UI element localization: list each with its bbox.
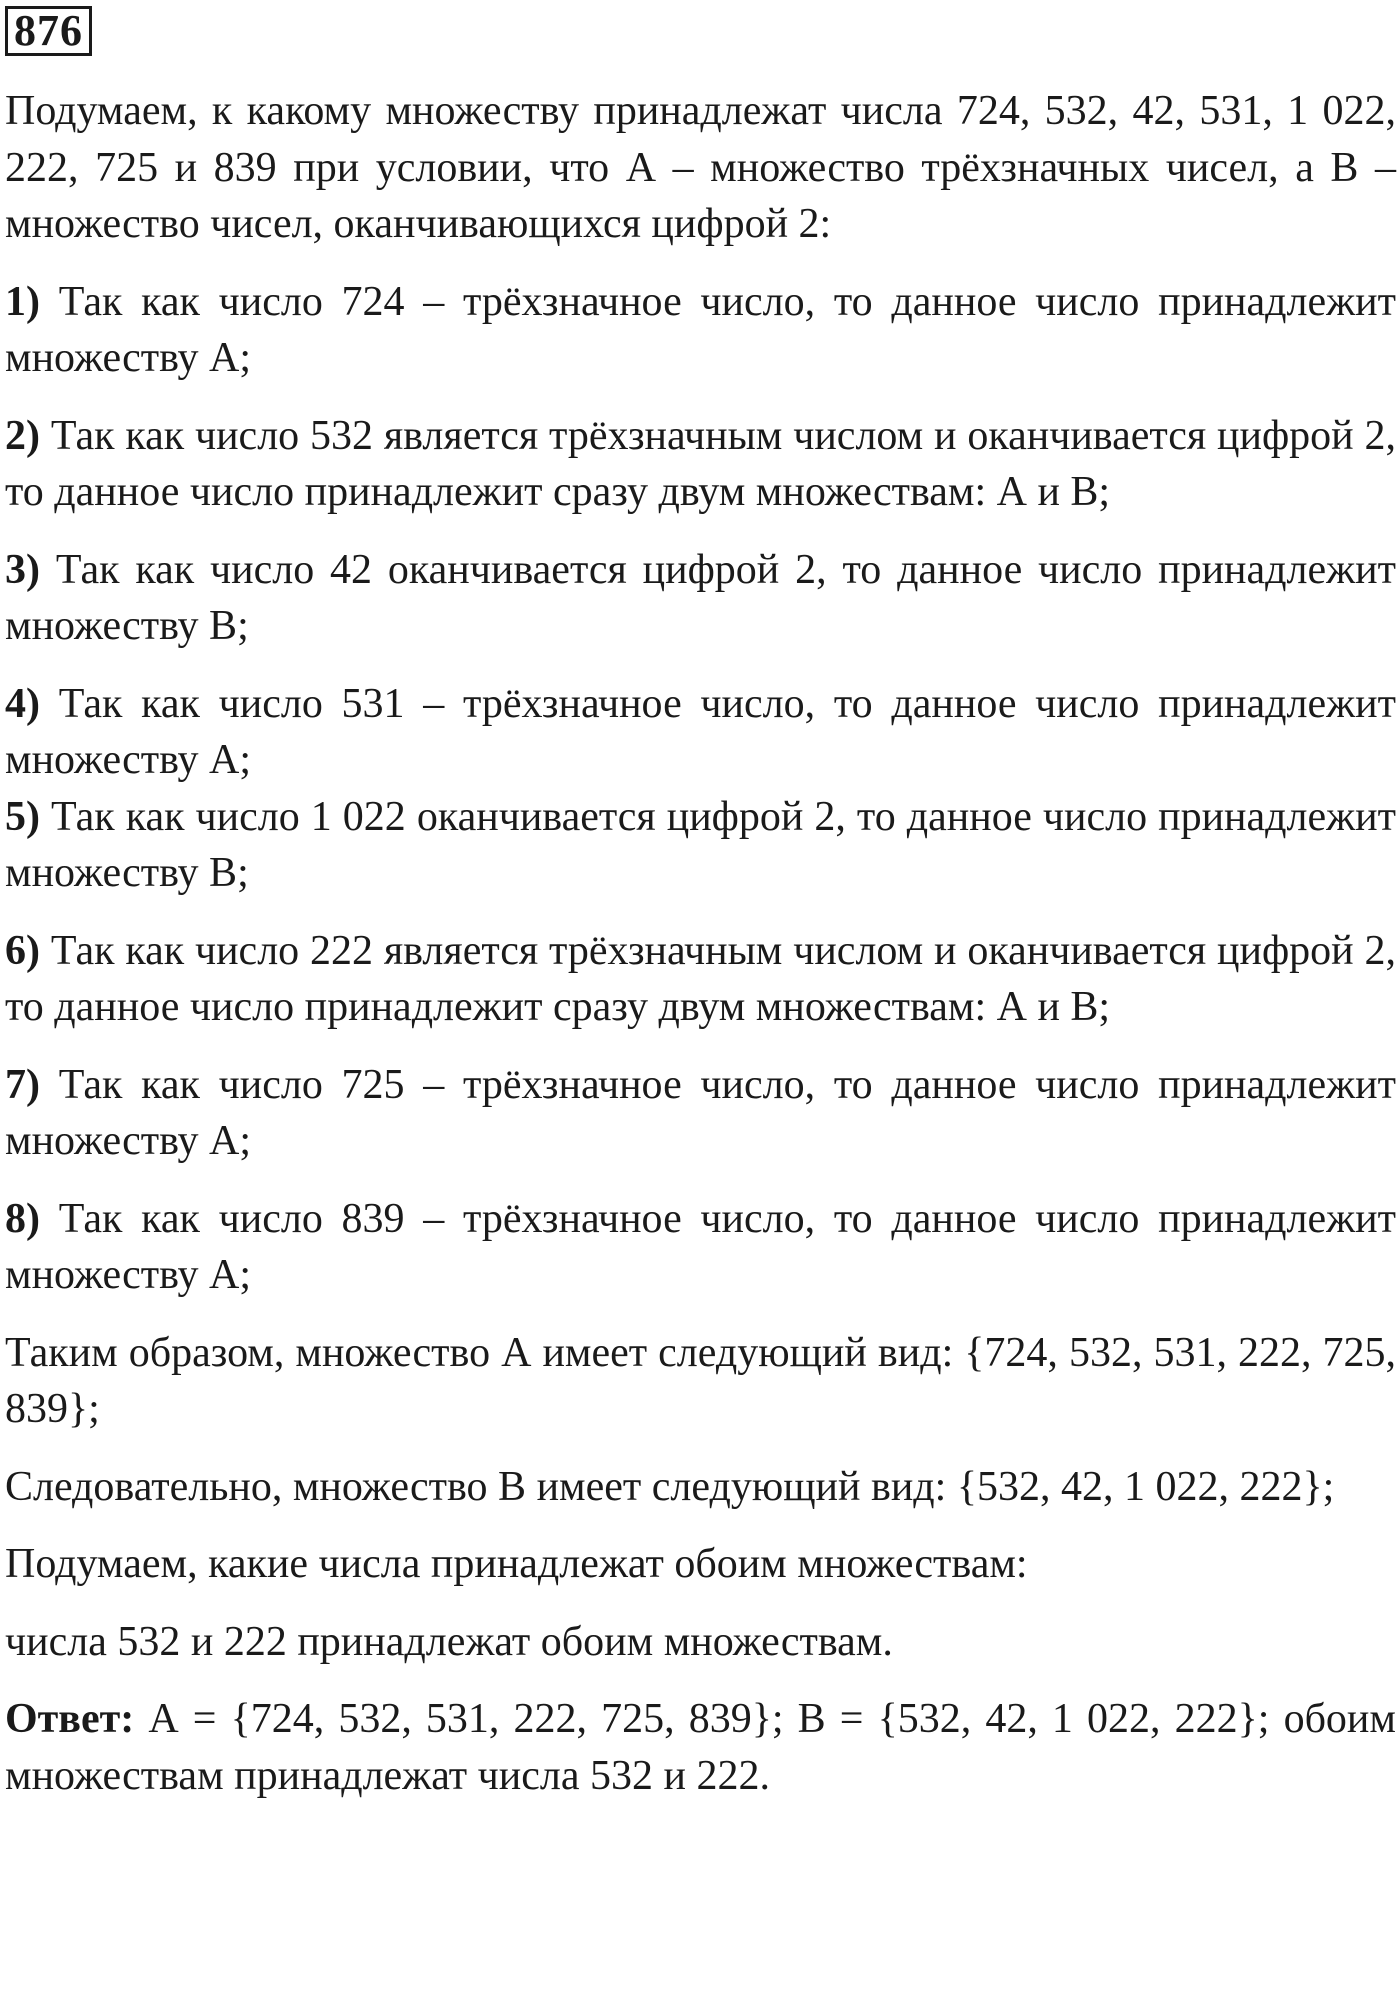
solution-text [5, 83, 1396, 1804]
step-text: Так как число 725 – трёхзначное число, то данное число принадлежит множеству А; [5, 1061, 1396, 1164]
step-6 [5, 923, 1396, 1036]
set-b-paragraph: Следовательно, множество В имеет следующий вид: {532, 42, 1 022, 222}; [5, 1463, 1335, 1510]
step-number: 3) [5, 546, 40, 593]
answer-text: А = {724, 532, 531, 222, 725, 839}; В = {532, 42, 1 022, 222}; обоим множествам принадлежат числа 532 и 222. [5, 1696, 1396, 1799]
step-number: 4) [5, 680, 40, 727]
step-3 [5, 542, 1396, 655]
step-text: Так как число 839 – трёхзначное число, то данное число принадлежит множеству А; [5, 1195, 1396, 1298]
question-paragraph: Подумаем, какие числа принадлежат обоим множествам: [5, 1541, 1028, 1587]
step-number: 5) [5, 793, 40, 840]
answer-label: Ответ: [5, 1696, 135, 1742]
step-text: Так как число 532 является трёхзначным числом и оканчивается цифрой 2, то данное число принадлежит сразу двум множествам: А и В; [5, 412, 1396, 515]
step-text: Так как число 42 оканчивается цифрой 2, то данное число принадлежит множеству В; [5, 546, 1396, 649]
step-2 [5, 408, 1396, 521]
conclusion-paragraph: числа 532 и 222 принадлежат обоим множествам. [5, 1618, 893, 1665]
step-number: 8) [5, 1195, 40, 1242]
step-text: Так как число 222 является трёхзначным числом и оканчивается цифрой 2, то данное число принадлежит сразу двум множествам: А и В; [5, 927, 1396, 1030]
task-number-box: 876 [5, 6, 92, 56]
step-number: 1) [5, 278, 40, 325]
step-number: 7) [5, 1061, 40, 1108]
step-5 [5, 789, 1396, 902]
step-4 [5, 676, 1396, 789]
intro-paragraph: Подумаем, к какому множеству принадлежат числа 724, 532, 42, 531, 1 022, 222, 725 и 839 при условии, что А – множество трёхзначных чисел, а В – множество чисел, оканчивающихся цифрой 2: [5, 88, 1396, 247]
step-text: Так как число 724 – трёхзначное число, то данное число принадлежит множеству А; [5, 278, 1396, 381]
step-number: 2) [5, 412, 40, 459]
step-8 [5, 1191, 1396, 1304]
step-1 [5, 274, 1396, 387]
step-text: Так как число 1 022 оканчивается цифрой 2, то данное число принадлежит множеству В; [5, 793, 1396, 896]
step-number: 6) [5, 927, 40, 974]
step-text: Так как число 531 – трёхзначное число, то данное число принадлежит множеству А; [5, 680, 1396, 783]
set-a-paragraph: Таким образом, множество А имеет следующий вид: {724, 532, 531, 222, 725, 839}; [5, 1329, 1396, 1432]
step-7 [5, 1057, 1396, 1170]
answer-paragraph [5, 1691, 1396, 1804]
